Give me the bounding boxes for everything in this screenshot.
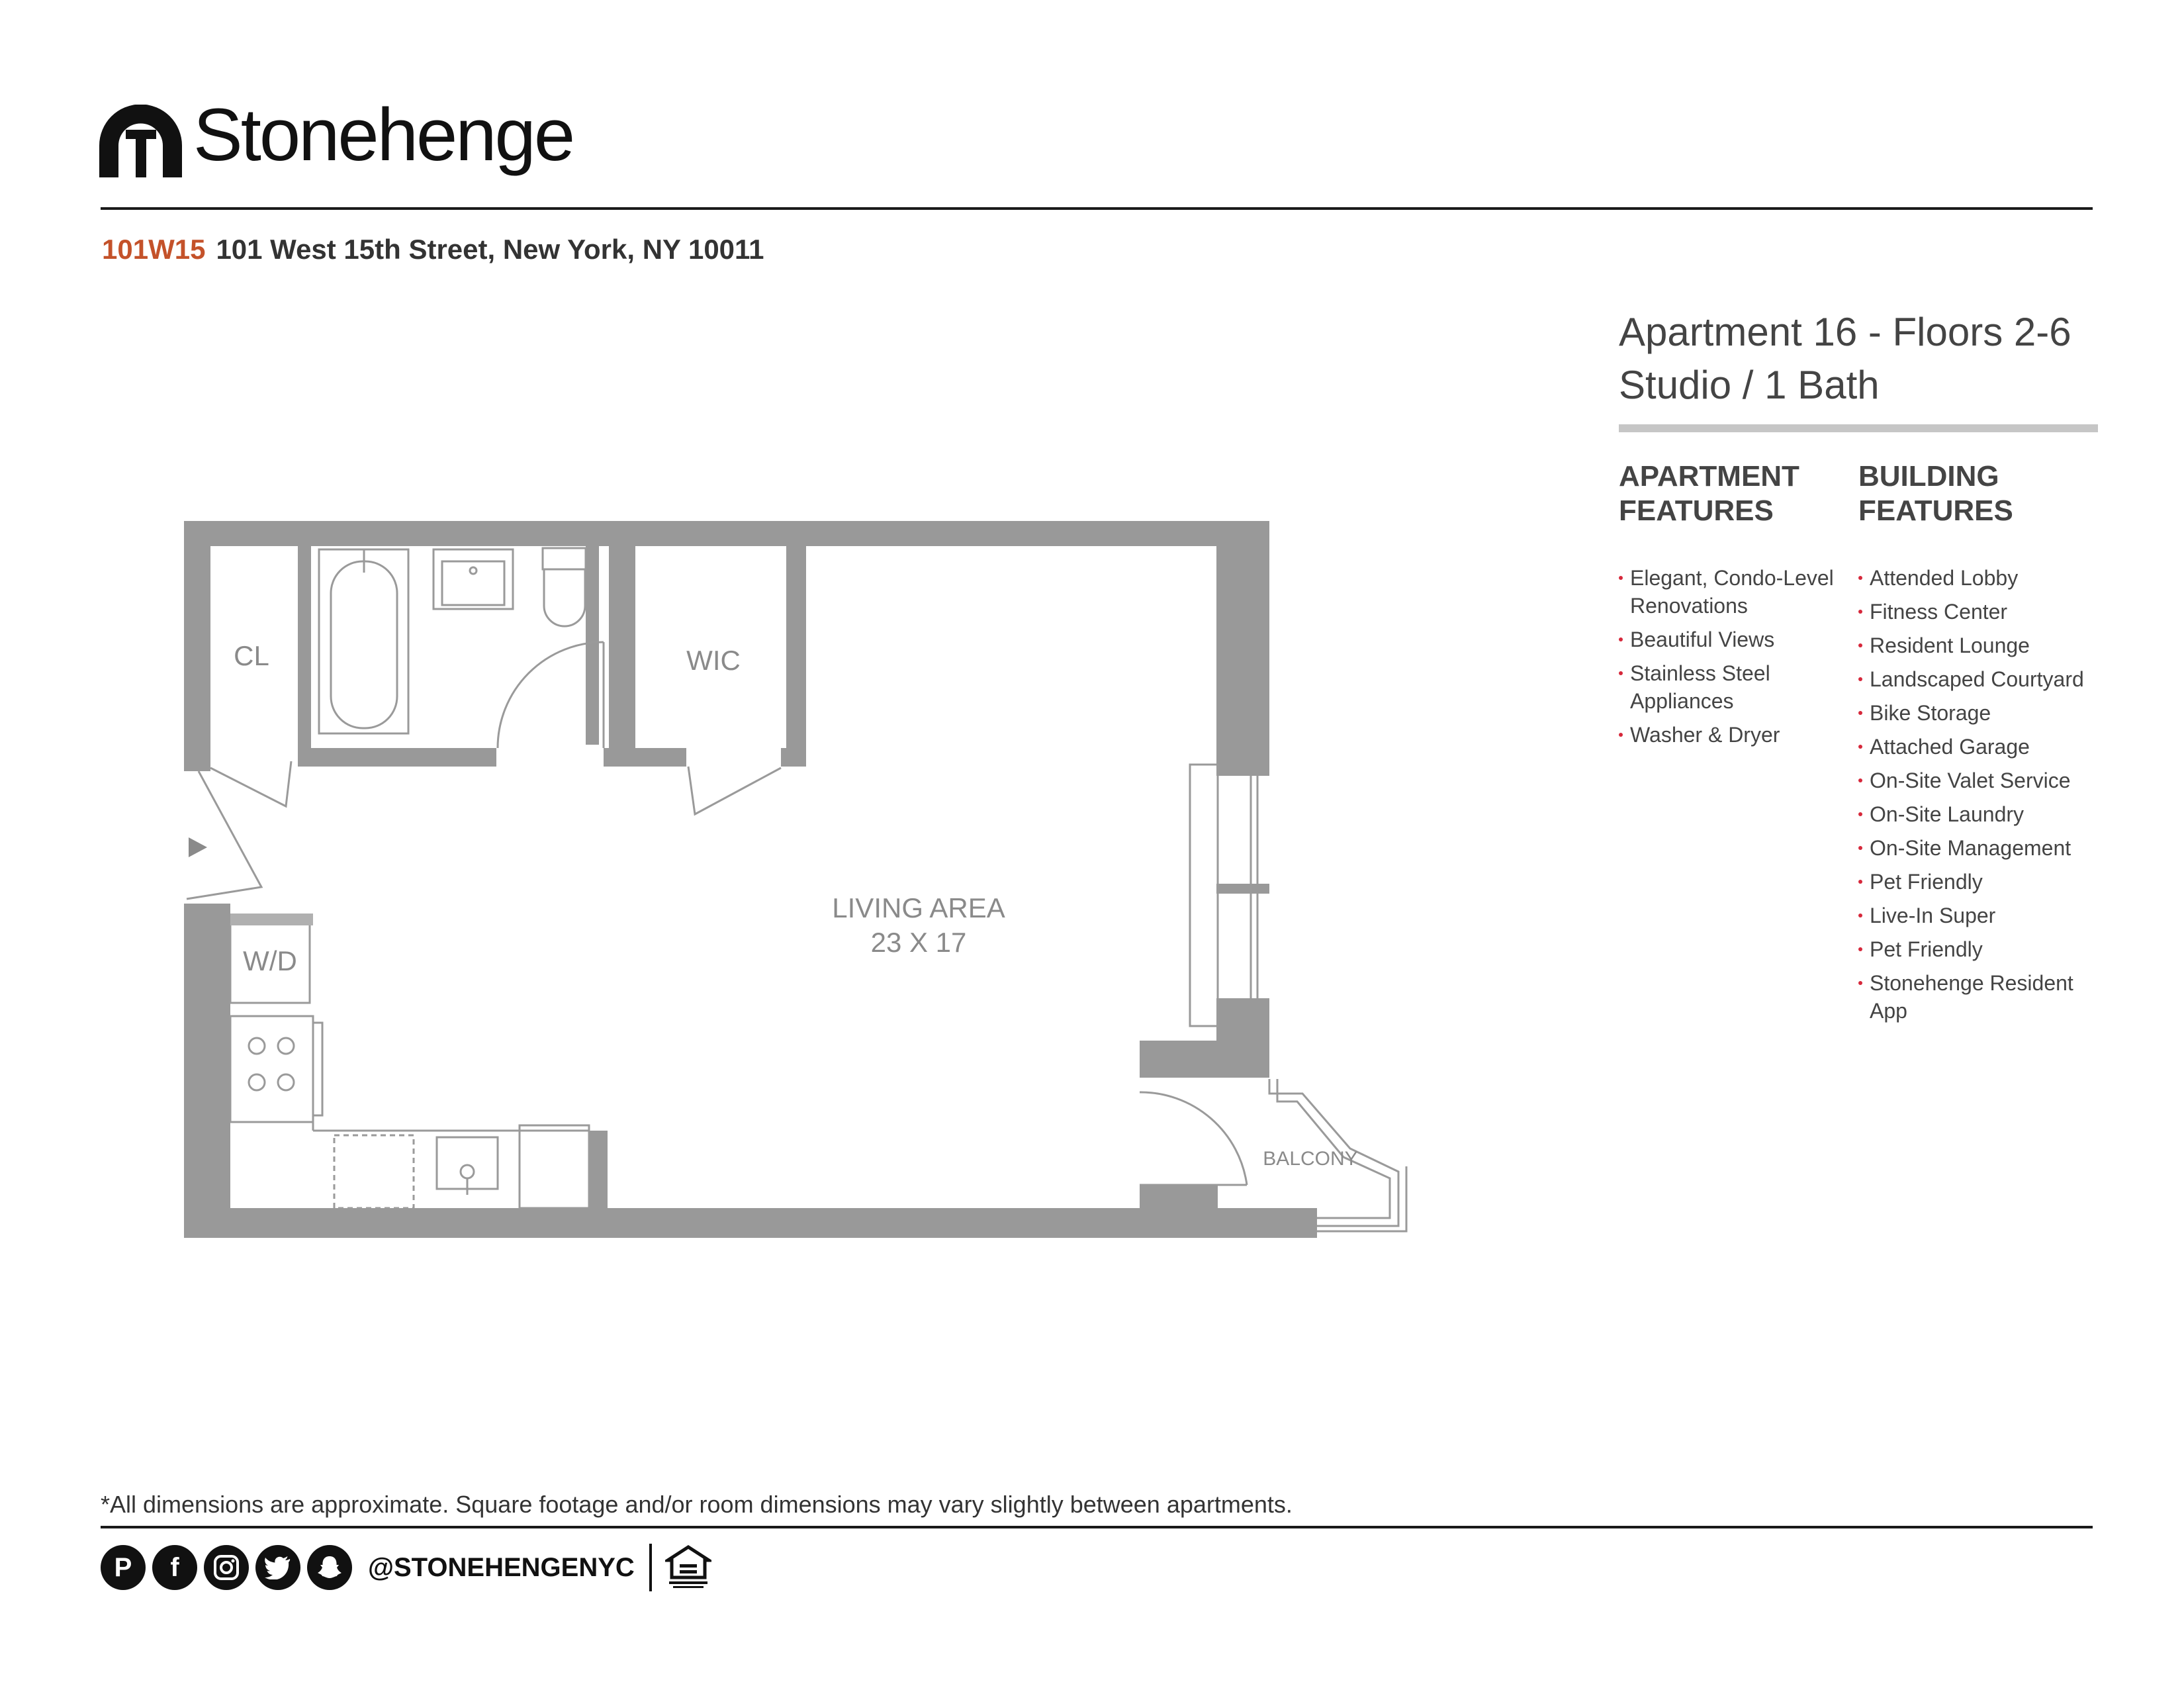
social-handle[interactable]: @STONEHENGENYC [368, 1552, 635, 1582]
room-label-closet: CL [234, 640, 269, 671]
list-item: Landscaped Courtyard [1858, 665, 2110, 693]
equal-housing-opportunity-icon [665, 1544, 711, 1591]
brand-wordmark: Stonehenge [193, 93, 574, 176]
list-item: Stonehenge Resident App [1858, 969, 2110, 1025]
list-item: Pet Friendly [1858, 935, 2110, 963]
social-bar [101, 1542, 711, 1593]
list-item: Beautiful Views [1619, 626, 1850, 653]
list-item: On-Site Laundry [1858, 800, 2110, 828]
heading-line: APARTMENT [1619, 460, 1799, 492]
list-item: Washer & Dryer [1619, 721, 1850, 749]
heading-line: BUILDING [1858, 460, 1999, 492]
list-item: Stainless Steel Appliances [1619, 659, 1850, 715]
footer-divider [101, 1526, 2093, 1528]
room-dimensions-living-area: 23 X 17 [870, 927, 967, 958]
list-item: On-Site Valet Service [1858, 767, 2110, 794]
room-label-living-area: LIVING AREA [832, 892, 1005, 923]
list-item: Elegant, Condo-Level Renovations [1619, 564, 1850, 620]
snapchat-icon[interactable] [307, 1545, 352, 1590]
list-item: Fitness Center [1858, 598, 2110, 626]
list-item: Live-In Super [1858, 902, 2110, 929]
list-item: Pet Friendly [1858, 868, 2110, 896]
heading-line: FEATURES [1858, 494, 2013, 527]
list-item: On-Site Management [1858, 834, 2110, 862]
instagram-icon[interactable] [204, 1545, 249, 1590]
room-label-walk-in-closet: WIC [686, 645, 741, 676]
twitter-icon[interactable] [255, 1545, 300, 1590]
list-item: Resident Lounge [1858, 632, 2110, 659]
apartment-type: Studio / 1 Bath [1619, 363, 1880, 407]
disclaimer-text: *All dimensions are approximate. Square footage and/or room dimensions may vary slightly between apartments. [101, 1491, 1293, 1518]
pinterest-icon[interactable]: P [101, 1545, 146, 1590]
entry-arrow-icon [189, 837, 207, 857]
building-address: 101 West 15th Street, New York, NY 10011 [216, 234, 764, 265]
list-item: Bike Storage [1858, 699, 2110, 727]
footer-vertical-divider [649, 1544, 652, 1591]
building-code: 101W15 [102, 234, 206, 265]
room-label-balcony: BALCONY [1263, 1148, 1358, 1170]
list-item: Attached Garage [1858, 733, 2110, 761]
room-label-washer-dryer: W/D [243, 945, 297, 976]
apartment-name: Apartment 16 - Floors 2-6 [1619, 310, 2071, 354]
facebook-icon[interactable]: f [152, 1545, 197, 1590]
heading-line: FEATURES [1619, 494, 1774, 527]
list-item: Attended Lobby [1858, 564, 2110, 592]
